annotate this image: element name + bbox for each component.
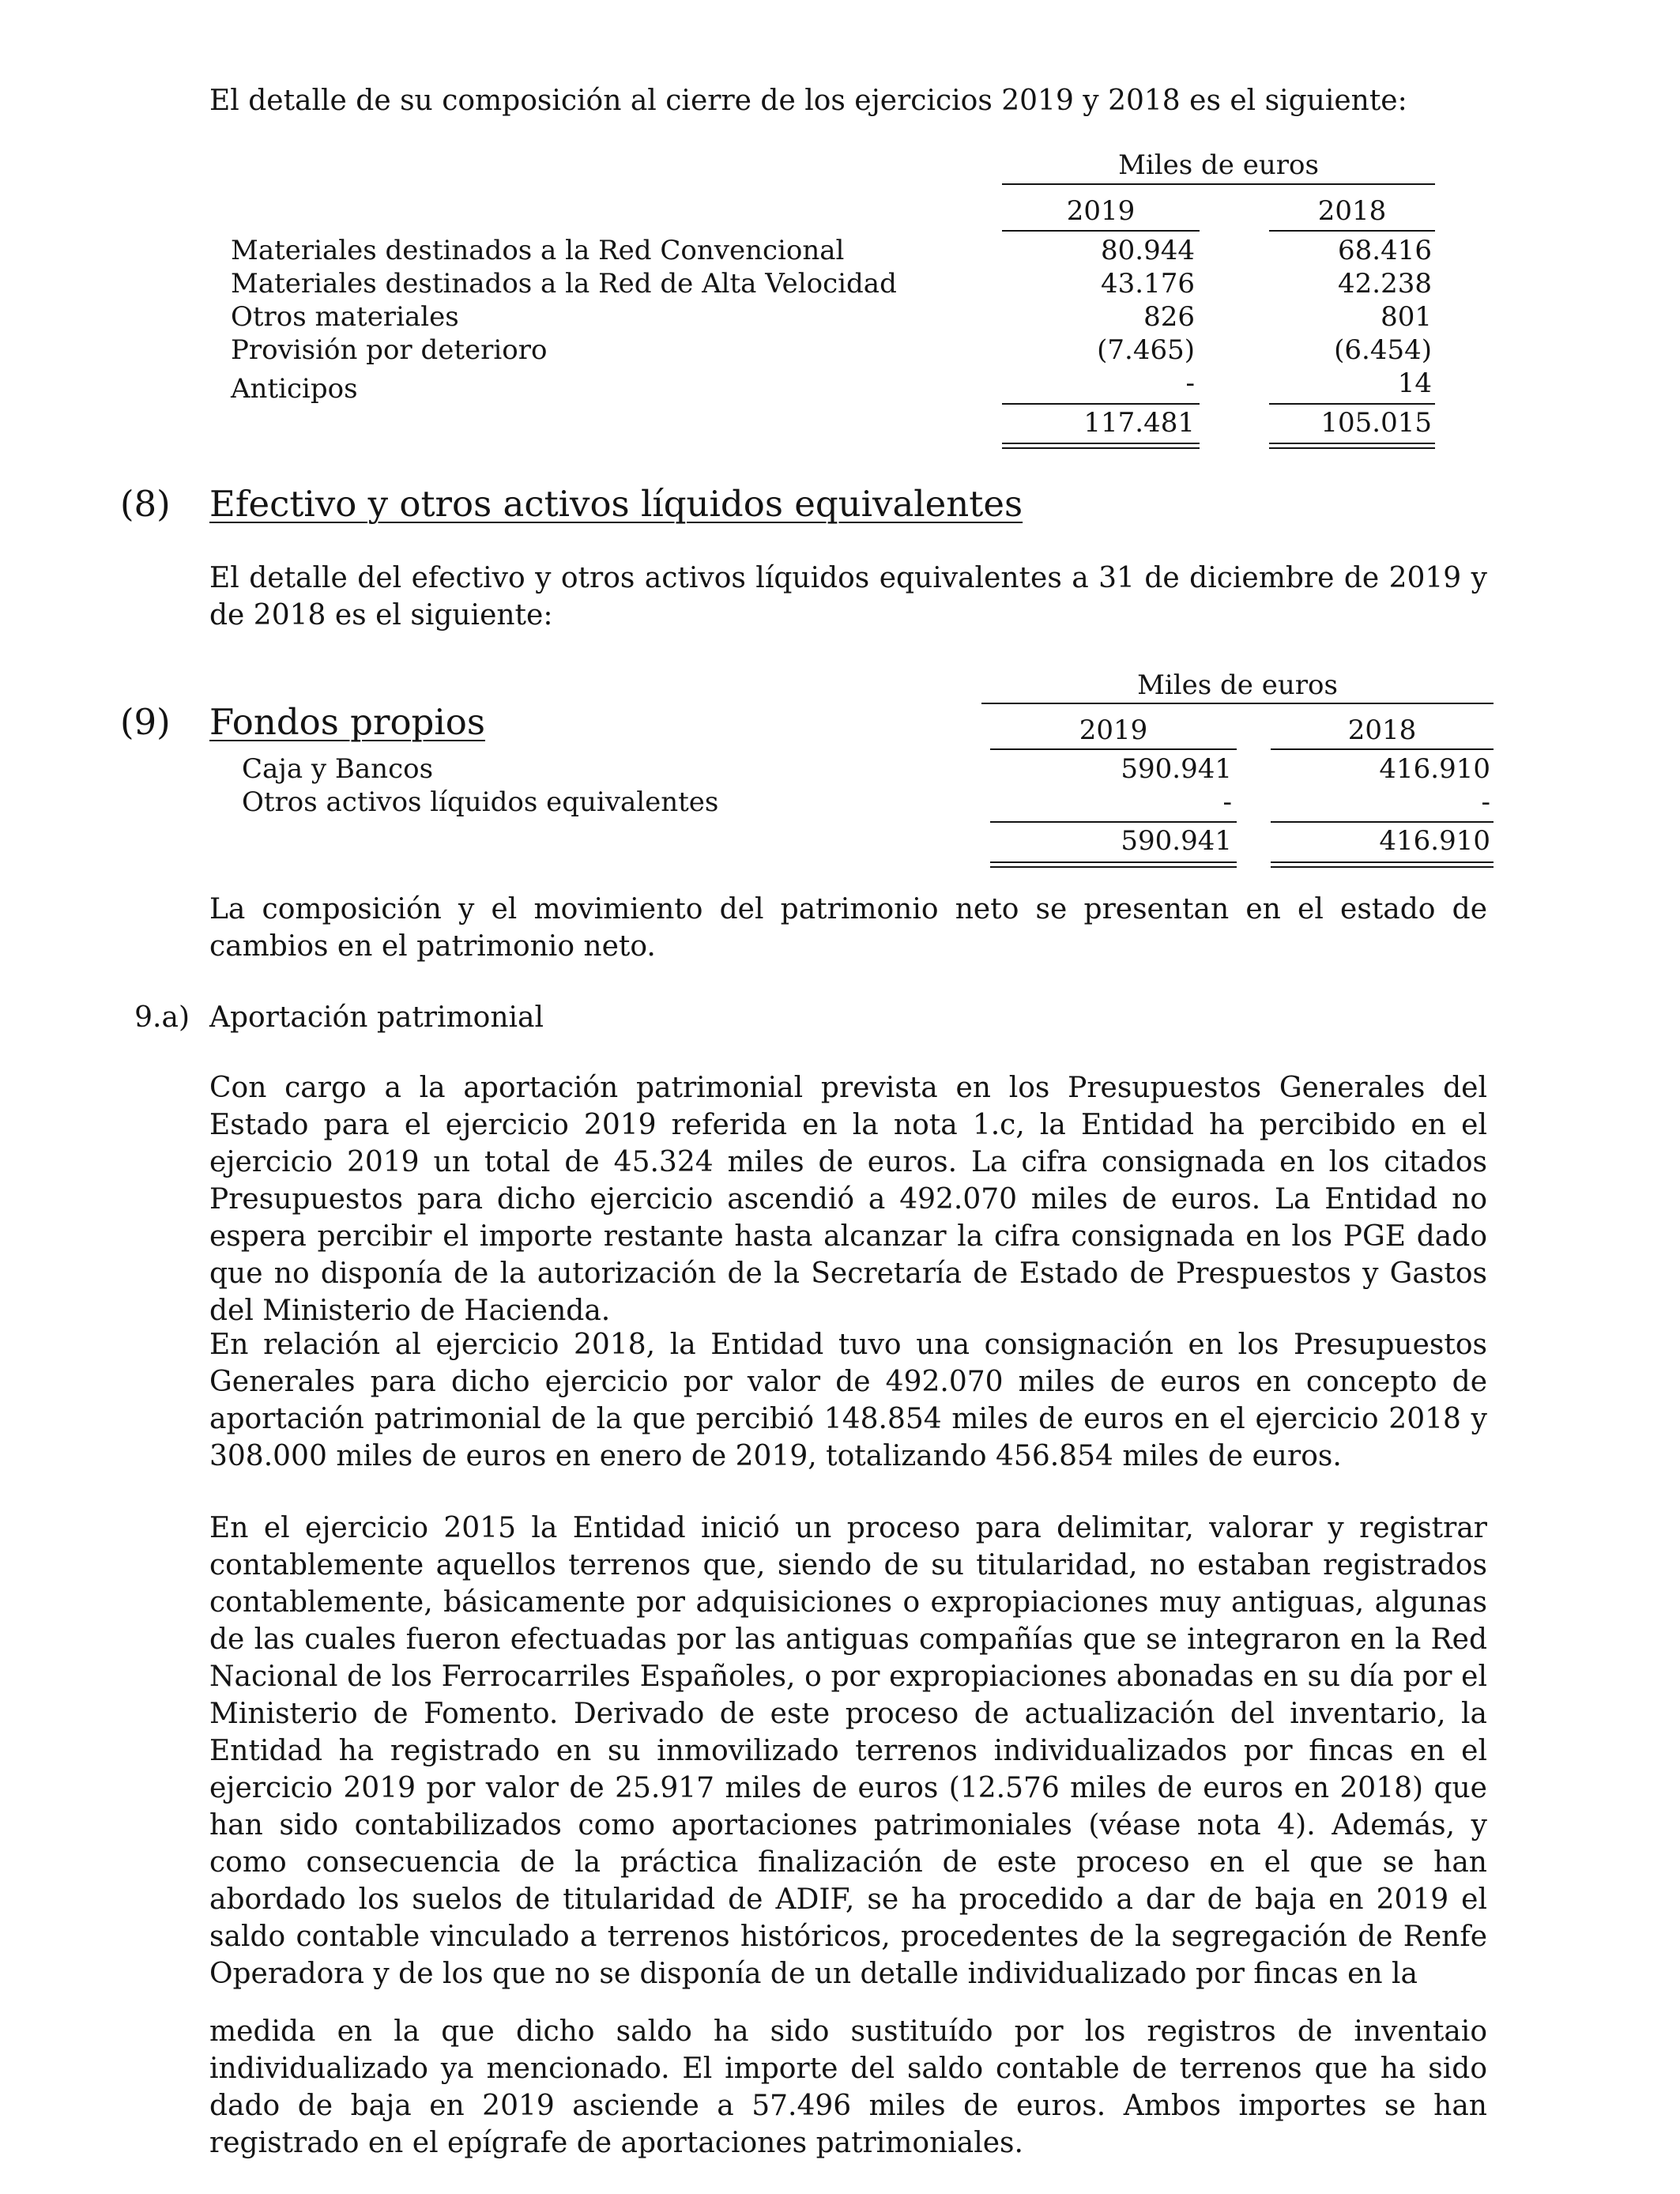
table1-total-2018: 105.015 [1320,407,1432,439]
table2-header-rule [981,703,1494,704]
table1-row-value-2018: 42.238 [1338,268,1432,300]
table1-row-label: Materiales destinados a la Red de Alta Velocidad [231,268,897,300]
section-9-title: Fondos propios [209,701,485,743]
table1-row-label: Otros materiales [231,301,459,333]
table1-total-double-rule-2018 [1269,443,1435,449]
table1-year-2018: 2018 [1317,195,1387,227]
table1-row-value-2018: (6.454) [1334,334,1432,366]
table2-row-value-2018: 416.910 [1379,753,1490,785]
table2-subtotal-rule-2019 [990,821,1237,823]
section-8-title: Efectivo y otros activos líquidos equivalentes [209,483,1023,525]
table1-year-rule-2018 [1269,230,1435,232]
table2-row-label: Caja y Bancos [242,753,434,785]
section-8-heading [120,484,1147,528]
section-8-number: (8) [120,483,171,525]
section-9a-paragraph: medida en la que dicho saldo ha sido sustituído por los registros de inventaio individualizado ya mencionado. El importe del saldo contable de terrenos que ha sido dado de baja en 2019 asciende a 57.496 miles de euros. Ambos importes se han registrado en el epígrafe de aportaciones patrimoniales. [209,2015,1487,2159]
table1-header-rule [1002,183,1435,185]
table1-row-value-2018: 14 [1397,368,1432,399]
table2-year-rule-2018 [1271,748,1494,750]
table2-total-double-rule-2018 [1271,861,1494,868]
table2-row-value-2019: 590.941 [1121,753,1232,785]
section-9-heading [120,702,673,746]
table1-row-value-2018: 801 [1381,301,1432,333]
table2-unit-header: Miles de euros [1137,669,1338,701]
section-9a-heading [120,999,752,1037]
table2-row-label: Otros activos líquidos equivalentes [242,786,719,818]
table2-year-2018: 2018 [1347,714,1417,746]
section-9a-paragraph: En el ejercicio 2015 la Entidad inició un proceso para delimitar, valorar y registrar contablemente aquellos terrenos que, siendo de su titularidad, no estaban registrados contablemente, básicamente por adquisiciones o expropiaciones muy antiguas, algunas de las cuales fueron efectuadas por las antiguas compañías que se integraron en la Red Nacional de los Ferrocarriles Españoles, o por expropiaciones abonadas en su día por el Ministerio de Fomento. Derivado de este proceso de actualización del inventario, la Entidad ha registrado en su inmovilizado terrenos individualizados por fincas en el ejercicio 2019 por valor de 25.917 miles de euros (12.576 miles de euros en 2018) que han sido contabilizados como aportaciones patrimoniales (véase nota 4). Además, y como consecuencia de la práctica finalización de este proceso en el que se han abordado los suelos de titularidad de ADIF, se ha procedido a dar de baja en 2019 el saldo contable vinculado a terrenos históricos, procedentes de la segregación de Renfe Operadora y de los que no se disponía de un detalle individualizado por fincas en la [209,1512,1487,1990]
table1-row-value-2018: 68.416 [1338,235,1432,266]
table1-row-value-2019: 43.176 [1101,268,1195,300]
table2-subtotal-rule-2018 [1271,821,1494,823]
table1-row-value-2019: 826 [1143,301,1195,333]
table1-row-value-2019: (7.465) [1097,334,1195,366]
table1-unit-header: Miles de euros [1118,149,1319,181]
table1-total-2019: 117.481 [1083,407,1195,439]
table2-year-2019: 2019 [1079,714,1148,746]
table1-total-double-rule-2019 [1002,443,1200,449]
intro-text: El detalle de su composición al cierre de los ejercicios 2019 y 2018 es el siguiente: [209,85,1407,117]
section-8-text: El detalle del efectivo y otros activos líquidos equivalentes a 31 de diciembre de 2019 y de 2018 es el siguiente: [209,562,1487,631]
table1-row-label: Provisión por deterioro [231,334,548,366]
table2-year-rule-2019 [990,748,1237,750]
table2-row-value-2018: - [1481,786,1490,818]
table2-total-double-rule-2019 [990,861,1237,868]
section-9-text: La composición y el movimiento del patrimonio neto se presentan en el estado de cambios en el patrimonio neto. [209,893,1487,963]
table2-row-value-2019: - [1222,786,1232,818]
table2-total-2019: 590.941 [1121,825,1232,857]
table1-row-label: Anticipos [231,373,358,405]
section-9a-paragraph: En relación al ejercicio 2018, la Entidad tuvo una consignación en los Presupuestos Generales para dicho ejercicio por valor de 492.070 miles de euros en concepto de aportación patrimonial de la que percibió 148.854 miles de euros en el ejercicio 2018 y 308.000 miles de euros en enero de 2019, totalizando 456.854 miles de euros. [209,1329,1487,1472]
section-9a-paragraph: Con cargo a la aportación patrimonial prevista en los Presupuestos Generales del Estado para el ejercicio 2019 referida en la nota 1.c, la Entidad ha percibido en el ejercicio 2019 un total de 45.324 miles de euros. La cifra consignada en los citados Presupuestos para dicho ejercicio ascendió a 492.070 miles de euros. La Entidad no espera percibir el importe restante hasta alcanzar la cifra consignada en los PGE dado que no disponía de la autorización de la Secretaría de Estado de Prespuestos y Gastos del Ministerio de Hacienda. [209,1072,1487,1327]
table1-year-rule-2019 [1002,230,1200,232]
table1-subtotal-rule-2018 [1269,403,1435,405]
table1-subtotal-rule-2019 [1002,403,1200,405]
section-9a-title: Aportación patrimonial [209,1001,544,1034]
table1-row-label: Materiales destinados a la Red Convencional [231,235,845,266]
table1-year-2019: 2019 [1066,195,1136,227]
section-9a-number: 9.a) [134,1001,190,1034]
table2-total-2018: 416.910 [1379,825,1490,857]
table1-row-value-2019: 80.944 [1101,235,1195,266]
table1-row-value-2019: - [1185,368,1195,399]
section-9-number: (9) [120,701,171,743]
